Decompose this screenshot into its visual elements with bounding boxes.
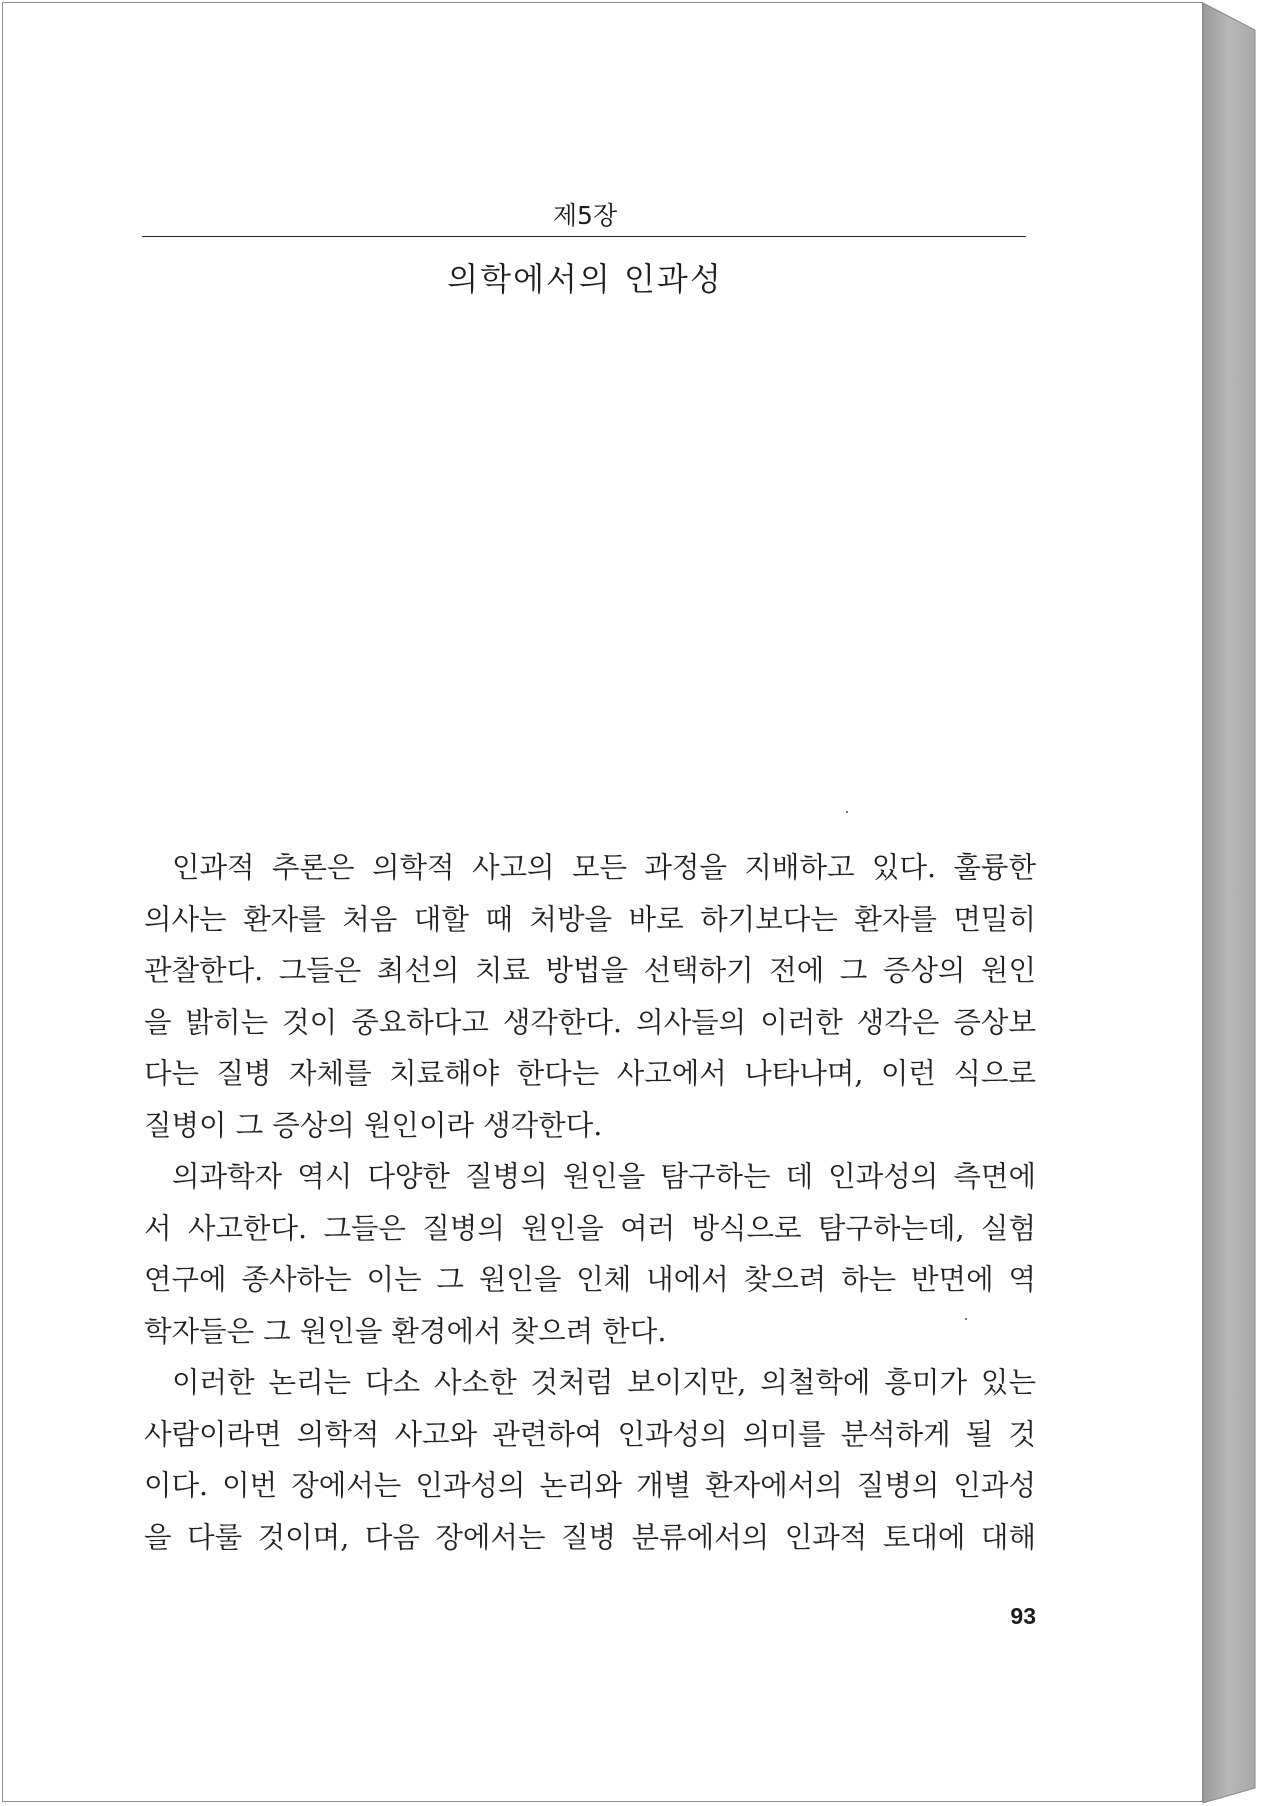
chapter-title: 의학에서의 인과성 <box>447 260 723 298</box>
scan-speck <box>965 1318 967 1320</box>
text-line: 을 다룰 것이며, 다음 장에서는 질병 분류에서의 인과적 토대에 대해 <box>144 1520 1036 1554</box>
text-line: 다는 질병 자체를 치료해야 한다는 사고에서 나타나며, 이런 식으로 <box>144 1057 1036 1090</box>
scan-speck <box>846 811 848 813</box>
text-line: 이다. 이번 장에서는 인과성의 논리와 개별 환자에서의 질병의 인과성 <box>144 1469 1036 1502</box>
text-line: 서 사고한다. 그들은 질병의 원인을 여러 방식으로 탐구하는데, 실험 <box>144 1211 1036 1245</box>
paragraph <box>144 1151 1036 1357</box>
text-line: 을 밝히는 것이 중요하다고 생각한다. 의사들의 이러한 생각은 증상보 <box>144 1005 1036 1039</box>
body-text <box>144 842 1036 1563</box>
text-line: 질병이 그 증상의 원인이라 생각한다. <box>144 1108 603 1142</box>
text-line: 의사는 환자를 처음 대할 때 처방을 바로 하기보다는 환자를 면밀히 <box>144 902 1036 936</box>
page-number: 93 <box>1010 1603 1036 1629</box>
title-divider <box>142 236 1026 237</box>
text-line: 학자들은 그 원인을 환경에서 찾으려 한다. <box>144 1314 667 1348</box>
text-line: 인과적 추론은 의학적 사고의 모든 과정을 지배하고 있다. 훌륭한 <box>172 851 1036 884</box>
paragraph <box>144 1357 1036 1563</box>
text-line: 사람이라면 의학적 사고와 관련하여 인과성의 의미를 분석하게 될 것 <box>144 1417 1036 1451</box>
text-line: 연구에 종사하는 이는 그 원인을 인체 내에서 찾으려 하는 반면에 역 <box>144 1263 1036 1296</box>
text-line: 의과학자 역시 다양한 질병의 원인을 탐구하는 데 인과성의 측면에 <box>172 1160 1036 1193</box>
text-line: 관찰한다. 그들은 최선의 치료 방법을 선택하기 전에 그 증상의 원인 <box>144 954 1036 987</box>
paragraph <box>144 842 1036 1151</box>
chapter-number: 제5장 <box>552 201 618 230</box>
text-line: 이러한 논리는 다소 사소한 것처럼 보이지만, 의철학에 흥미가 있는 <box>172 1366 1036 1399</box>
